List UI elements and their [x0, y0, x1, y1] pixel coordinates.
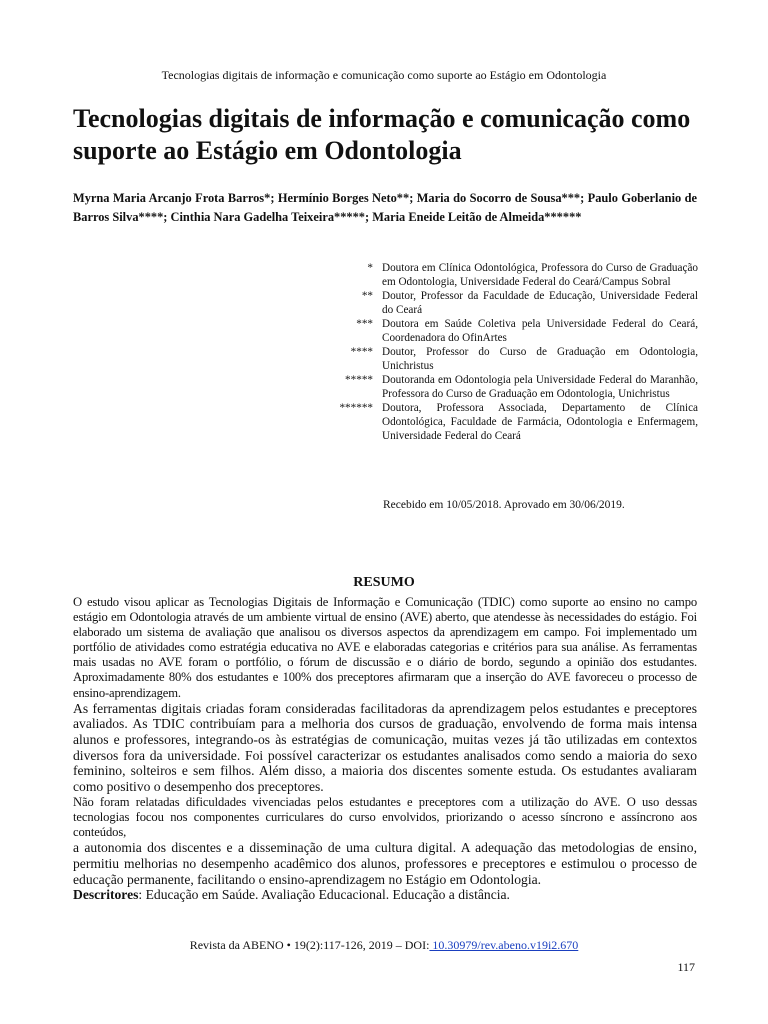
running-header: Tecnologias digitais de informação e comunicação como suporte ao Estágio em Odontologia — [161, 68, 607, 82]
article-title: Tecnologias digitais de informação e comunicação como suporte ao Estágio em Odontologia — [73, 104, 691, 165]
affiliation-mark: ***** — [345, 374, 373, 386]
descriptors-text: : Educação em Saúde. Avaliação Educacional. Educação a distância. — [138, 887, 510, 903]
descriptors — [73, 887, 697, 903]
affiliation-item — [320, 317, 698, 345]
affiliation-item — [320, 373, 698, 401]
abstract-heading: RESUMO — [353, 575, 415, 590]
affiliation-text: Doutor, Professor do Curso de Graduação em Odontologia, Unichristus — [382, 346, 698, 372]
received-date: Recebido em 10/05/2018. Aprovado em 30/06/2019. — [383, 499, 625, 511]
affiliation-item — [320, 261, 698, 289]
abstract-paragraph: As ferramentas digitais criadas foram consideradas facilitadoras da aprendizagem pelos estudantes e preceptores avaliados. As TDIC contribuíam para a melhoria dos cursos de graduação, envolvendo de forma mais intensa alunos e professores, integrando-os às estratégias de comunicação, muitas vezes já tão utilizadas em contextos diversos fora da universidade. Foi possível caracterizar os estudantes analisados como sendo a maioria do sexo feminino, solteiros e sem filhos. Além disso, a maioria dos discentes somente estuda. Os estudantes avaliaram como positivo o desempenho dos preceptores. — [73, 700, 697, 795]
affiliation-item — [320, 401, 698, 443]
affiliation-mark: ****** — [339, 402, 373, 414]
affiliation-list — [320, 261, 698, 443]
affiliation-mark: **** — [350, 346, 373, 358]
affiliation-mark: * — [367, 262, 373, 274]
doi-link[interactable]: 10.30979/rev.abeno.v19i2.670 — [429, 938, 579, 952]
abstract-paragraph: O estudo visou aplicar as Tecnologias Digitais de Informação e Comunicação (TDIC) como suporte ao ensino no campo estágio em Odontologia através de um ambiente virtual de ensino (AVE) aberto, que atendesse às necessidades do estágio. Foi elaborado um sistema de avaliação que analisou os diversos aspectos da aprendizagem em campo. Foi implementado um portfólio de atividades como estratégia educativa no AVE e elaboradas categorias e critérios para sua análise. As ferramentas mais usadas no AVE foram o portfólio, o fórum de discussão e o diário de bordo, segundo a opinião dos estudantes. Aproximadamente 80% dos estudantes e 100% dos preceptores afirmaram que a inserção do AVE favoreceu o processo de ensino-aprendizagem. — [73, 595, 697, 700]
affiliation-mark: *** — [356, 318, 373, 330]
affiliation-text: Doutoranda em Odontologia pela Universidade Federal do Maranhão, Professora do Curso de Graduação em Odontologia, Unichristus — [382, 374, 698, 400]
author-list: Myrna Maria Arcanjo Frota Barros*; Hermínio Borges Neto**; Maria do Socorro de Sousa***; Paulo Goberlanio de Barros Silva****; Cinthia Nara Gadelha Teixeira*****; Maria Eneide Leitão de Almeida****** — [73, 191, 697, 224]
descriptors-label: Descritores — [73, 887, 139, 903]
affiliation-item — [320, 345, 698, 373]
abstract-paragraph: a autonomia dos discentes e a disseminação de uma cultura digital. A adequação das metodologias de ensino, permitiu melhorias no desempenho acadêmico dos alunos, professores e preceptores e estimulou o processo de educação permanente, facilitando o ensino-aprendizagem no Estágio em Odontologia. — [73, 840, 697, 887]
affiliation-text: Doutor, Professor da Faculdade de Educação, Universidade Federal do Ceará — [382, 290, 698, 316]
abstract-body — [73, 595, 697, 903]
citation-text: Revista da ABENO • 19(2):117-126, 2019 – DOI: — [189, 938, 430, 952]
affiliation-text: Doutora em Saúde Coletiva pela Universidade Federal do Ceará, Coordenadora do OfinArtes — [382, 318, 698, 344]
affiliation-text: Doutora, Professora Associada, Departamento de Clínica Odontológica, Faculdade de Farmácia, Odontologia e Enfermagem, Universidade Federal do Ceará — [382, 402, 698, 442]
abstract-paragraph: Não foram relatadas dificuldades vivenciadas pelos estudantes e preceptores com a utilização do AVE. O uso dessas tecnologias focou nos componentes curriculares do curso envolvidos, priorizando o acesso síncrono e assíncrono aos conteúdos, — [73, 794, 697, 840]
affiliation-mark: ** — [361, 290, 373, 302]
affiliation-item — [320, 289, 698, 317]
footer-citation — [0, 938, 768, 953]
page-number: 117 — [677, 960, 695, 974]
affiliation-text: Doutora em Clínica Odontológica, Professora do Curso de Graduação em Odontologia, Universidade Federal do Ceará/Campus Sobral — [382, 262, 698, 288]
